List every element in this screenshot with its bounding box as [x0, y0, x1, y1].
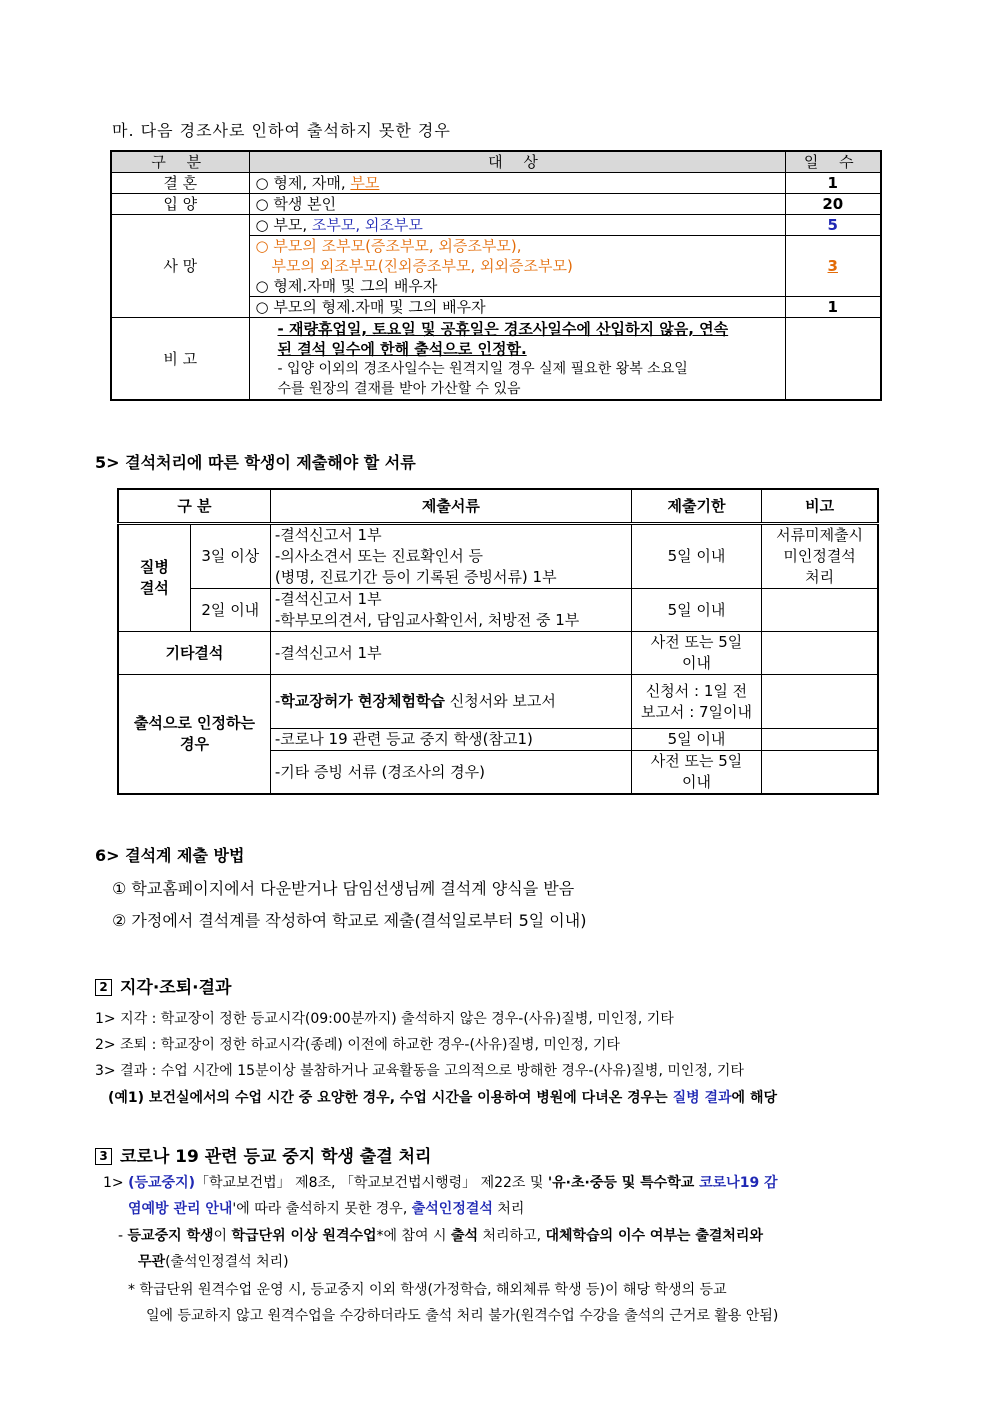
- table-header-row: [118, 489, 878, 524]
- col-header: 대 상: [249, 151, 785, 173]
- label-line: 경우: [179, 735, 209, 753]
- table-row: [118, 524, 878, 589]
- note-cell: [249, 318, 785, 401]
- row-docs: [270, 675, 631, 729]
- row-docs: [270, 524, 631, 589]
- paragraph-line: [138, 1251, 289, 1271]
- row-label: 기타결석: [118, 632, 270, 675]
- row-note: [762, 729, 878, 751]
- row-sublabel: 3일 이상: [190, 524, 270, 589]
- target-line: ○ 부모의 조부모(증조부모, 외증조부모),: [255, 237, 522, 255]
- documents-table: [117, 488, 879, 795]
- section-number-box: 2: [95, 979, 112, 996]
- deadline-line: 신청서 : 1일 전: [645, 681, 748, 700]
- text: 처리: [492, 1201, 525, 1217]
- row-deadline: [631, 675, 761, 729]
- section-title: 지각·조퇴·결과: [120, 978, 232, 998]
- note-line: 수를 원장의 결재를 받아 가산할 수 있음: [277, 381, 521, 397]
- table-row: [111, 173, 881, 194]
- deadline-line: 보고서 : 7일이내: [640, 702, 753, 721]
- text: (출석인정결석 처리): [165, 1254, 289, 1270]
- doc-text: -: [274, 692, 281, 710]
- table-row: [111, 215, 881, 236]
- rule-line: 1> 지각 : 학교장이 정한 등교시각(09:00분까지) 출석하지 않은 경우-(사유)질병, 미인정, 기타: [95, 1011, 674, 1027]
- section-number-box: 3: [95, 1148, 112, 1165]
- row-deadline: 5일 이내: [631, 524, 761, 589]
- example-text: (예1) 보건실에서의 수업 시간 중 요양한 경우, 수업 시간을 이용하여 병원에 다녀온 경우는: [108, 1090, 673, 1106]
- text: *에 참여 시: [376, 1228, 451, 1244]
- table-row: [118, 675, 878, 729]
- footnote-line: 일에 등교하지 않고 원격수업을 수강하더라도 출석 처리 불가(원격수업 수강을 출석의 근거로 활용 안됨): [146, 1308, 779, 1324]
- text-bold: 등교중지 학생: [127, 1228, 214, 1244]
- doc-line: -의사소견서 또는 진료확인서 등: [274, 547, 483, 565]
- row-deadline: [631, 632, 761, 675]
- text: '에 따라 출석하지 못한 경우,: [232, 1201, 412, 1217]
- text: 이: [213, 1228, 232, 1244]
- table-row: [111, 194, 881, 215]
- method-item: ② 가정에서 결석계를 작성하여 학교로 제출(결석일로부터 5일 이내): [112, 911, 587, 930]
- text: 「학교보건법」 제8조, 「학교보건법시행령」 제22조 및: [195, 1175, 548, 1191]
- row-label: [118, 675, 270, 795]
- col-header: 일 수: [785, 151, 881, 173]
- example-blue: 질병 결과: [672, 1090, 732, 1106]
- deadline-line: 이내: [682, 654, 711, 672]
- col-header: 비고: [762, 489, 878, 524]
- doc-line: -결석신고서 1부: [274, 526, 382, 544]
- doc-line: (병명, 진료기간 등이 기록된 증빙서류) 1부: [274, 568, 557, 586]
- text-bold: '유·초·중등 및 특수학교: [547, 1175, 700, 1191]
- text-bold: 무관: [138, 1254, 166, 1270]
- row-label: 결 혼: [111, 173, 249, 194]
- text-blue: 염예방 관리 안내: [128, 1201, 233, 1217]
- note-line: 미인정결석: [783, 547, 856, 565]
- label-line: 결석: [139, 579, 169, 597]
- label-line: 출석으로 인정하는: [133, 714, 256, 732]
- doc-line: -결석신고서 1부: [274, 590, 382, 608]
- deadline-line: 사전 또는 5일: [650, 633, 743, 651]
- row-label: [118, 524, 190, 632]
- note-line: 처리: [805, 568, 835, 586]
- section-title: 코로나 19 관련 등교 중지 학생 출결 처리: [120, 1147, 432, 1167]
- label-line: 질병: [139, 558, 169, 576]
- row-note: [762, 524, 878, 589]
- row-label: 입 양: [111, 194, 249, 215]
- text: -: [118, 1228, 128, 1244]
- row-target: [249, 215, 785, 236]
- section-ma-title: 마. 다음 경조사로 인하여 출석하지 못한 경우: [112, 121, 451, 140]
- col-header: 제출서류: [270, 489, 631, 524]
- row-days: 1: [785, 297, 881, 318]
- row-days: [785, 318, 881, 401]
- target-text: ○ 부모,: [255, 216, 312, 234]
- row-target: ○ 부모의 형제.자매 및 그의 배우자: [249, 297, 785, 318]
- rule-line: 3> 결과 : 수업 시간에 15분이상 불참하거나 교육활동을 고의적으로 방해한 경우-(사유)질병, 미인정, 기타: [95, 1063, 744, 1079]
- doc-bold: 학교장허가 현장체험학습: [280, 692, 445, 710]
- example-text: 에 해당: [731, 1090, 777, 1106]
- row-note: [762, 751, 878, 795]
- table-row: [111, 318, 881, 401]
- deadline-line: 이내: [682, 773, 711, 791]
- deadline-line: 사전 또는 5일: [650, 752, 743, 770]
- row-sublabel: 2일 이내: [190, 589, 270, 632]
- col-header: 구 분: [118, 489, 270, 524]
- text-bold: 출석: [450, 1228, 479, 1244]
- row-target: [249, 236, 785, 297]
- note-line: 된 결석 일수에 한해 출석으로 인정함.: [277, 340, 527, 358]
- note-line: - 재량휴업일, 토요일 및 공휴일은 경조사일수에 산입하지 않음, 연속: [277, 320, 729, 338]
- row-label: 사 망: [111, 215, 249, 318]
- row-target: [249, 173, 785, 194]
- row-note: [762, 675, 878, 729]
- table-row: [118, 632, 878, 675]
- row-days: 3: [785, 236, 881, 297]
- paragraph-line: [118, 1225, 763, 1245]
- row-deadline: 5일 이내: [631, 589, 761, 632]
- row-docs: [270, 589, 631, 632]
- paragraph-line: [103, 1172, 778, 1192]
- row-days: 1: [785, 173, 881, 194]
- text-blue: (등교중지): [128, 1175, 195, 1191]
- row-label: 비 고: [111, 318, 249, 401]
- text-blue: 코로나19 감: [699, 1175, 778, 1191]
- text: 1>: [103, 1175, 129, 1191]
- doc-text: 신청서와 보고서: [444, 692, 556, 710]
- condolence-table: [110, 150, 882, 401]
- text-bold: 대체학습의 이수 여부는 출결처리와: [545, 1228, 763, 1244]
- text-blue: 출석인정결석: [411, 1201, 493, 1217]
- col-header: 구 분: [111, 151, 249, 173]
- text: 처리하고,: [478, 1228, 546, 1244]
- section-5-title: 5> 결석처리에 따른 학생이 제출해야 할 서류: [95, 453, 416, 472]
- row-deadline: 5일 이내: [631, 729, 761, 751]
- row-docs: -결석신고서 1부: [270, 632, 631, 675]
- paragraph-line: [128, 1198, 524, 1218]
- target-line: ○ 형제.자매 및 그의 배우자: [255, 277, 438, 295]
- table-row: [118, 589, 878, 632]
- row-deadline: [631, 751, 761, 795]
- doc-line: -학부모의견서, 담임교사확인서, 처방전 중 1부: [274, 611, 580, 629]
- footnote-line: * 학급단위 원격수업 운영 시, 등교중지 이외 학생(가정학습, 해외체류 학생 등)이 해당 학생의 등교: [128, 1282, 727, 1298]
- rule-line: 2> 조퇴 : 학교장이 정한 하교시각(종례) 이전에 하교한 경우-(사유)질병, 미인정, 기타: [95, 1037, 620, 1053]
- row-days: 5: [785, 215, 881, 236]
- row-docs: -코로나 19 관련 등교 중지 학생(참고1): [270, 729, 631, 751]
- section-3-heading: [95, 1142, 431, 1167]
- table-header-row: [111, 151, 881, 173]
- example-line: [108, 1087, 777, 1107]
- row-note: [762, 632, 878, 675]
- row-docs: -기타 증빙 서류 (경조사의 경우): [270, 751, 631, 795]
- target-blue: 조부모, 외조부모: [311, 216, 423, 234]
- note-line: 서류미제출시: [776, 526, 864, 544]
- section-6-title: 6> 결석계 제출 방법: [95, 846, 245, 865]
- col-header: 제출기한: [631, 489, 761, 524]
- target-highlight: 부모: [350, 174, 380, 192]
- section-2-heading: [95, 973, 231, 998]
- row-days: 20: [785, 194, 881, 215]
- method-item: ① 학교홈페이지에서 다운받거나 담임선생님께 결석계 양식을 받음: [112, 879, 575, 898]
- text-bold: 학급단위 이상 원격수업: [231, 1228, 377, 1244]
- row-note: [762, 589, 878, 632]
- target-text: ○ 형제, 자매,: [255, 174, 351, 192]
- note-line: - 입양 이외의 경조사일수는 원격지일 경우 실제 필요한 왕복 소요일: [277, 361, 688, 377]
- row-target: ○ 학생 본인: [249, 194, 785, 215]
- target-line: 부모의 외조부모(진외증조부모, 외외증조부모): [271, 257, 573, 275]
